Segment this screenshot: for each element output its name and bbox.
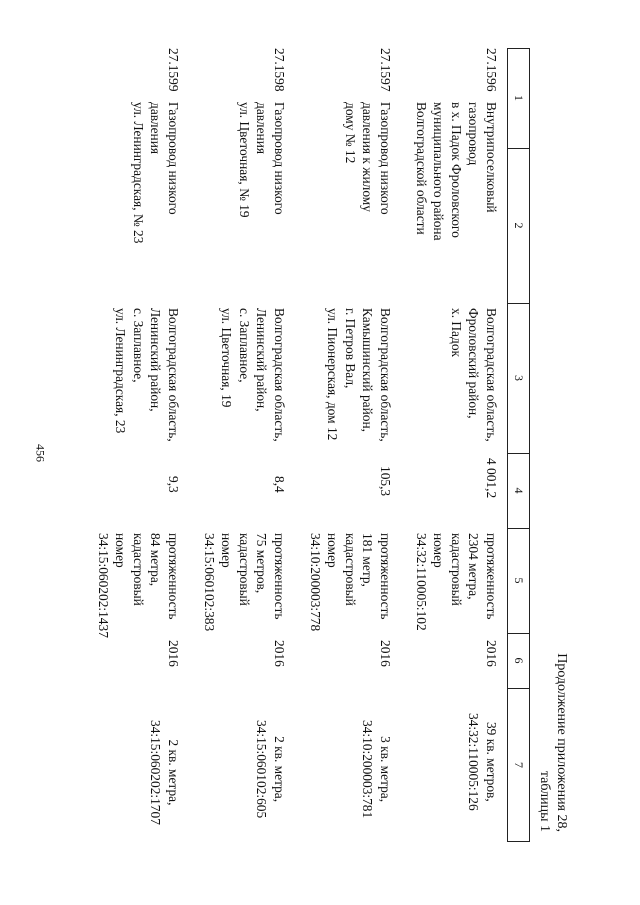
page-number: 456 — [33, 444, 48, 462]
object-value: 9,3 — [166, 476, 181, 493]
object-params: протяженность 84 метра, кадастровый номер 34:15:060202:1437 — [96, 533, 181, 638]
col-header-4: 4 — [512, 487, 526, 494]
land-plot: 2 кв. метра, 34:15:060102:605 — [254, 720, 287, 819]
data-table — [85, 48, 530, 842]
land-plot: 3 кв. метра, 34:10:200003:781 — [360, 720, 393, 819]
col-header-1: 1 — [512, 95, 526, 101]
object-year: 2016 — [166, 640, 181, 667]
row-number: 27.1597 — [378, 48, 393, 92]
object-params: протяженность 75 метров, кадастровый номер 34:15:060102:383 — [202, 533, 287, 632]
caption-line-2: таблицы 1 — [537, 770, 552, 832]
object-address: Волгоградская область, Фроловский район, х. Падок — [449, 308, 499, 442]
col-header-5: 5 — [512, 577, 526, 584]
object-year: 2016 — [378, 640, 393, 667]
row-number: 27.1598 — [272, 48, 287, 92]
row-number: 27.1599 — [166, 48, 181, 92]
object-name: Внутрипоселковый газопровод в х. Падок Фроловского муниципального района Волгоградской области — [414, 102, 499, 241]
col-header-2: 2 — [512, 222, 526, 229]
object-params: протяженность 181 метр, кадастровый номер 34:10:200003:778 — [308, 533, 393, 632]
table-caption — [536, 653, 570, 832]
land-plot: 39 кв. метров, 34:32:110005:126 — [466, 713, 499, 811]
object-name: Газопровод низкого давления к жилому дому № 12 — [343, 102, 393, 215]
object-value: 8,4 — [272, 476, 287, 493]
object-value: 4 001,2 — [484, 458, 499, 499]
object-name: Газопровод низкого давления ул. Ленинградская, № 23 — [131, 102, 181, 244]
object-address: Волгоградская область, Ленинский район, с. Заплавное, ул. Ленинградская, 23 — [113, 308, 181, 442]
object-year: 2016 — [484, 640, 499, 667]
row-number: 27.1596 — [484, 48, 499, 92]
land-plot: 2 кв. метра, 34:15:060202:1707 — [148, 720, 181, 825]
col-header-3: 3 — [512, 375, 526, 381]
col-header-7: 7 — [512, 762, 526, 768]
object-address: Волгоградская область, Ленинский район, с. Заплавное, ул. Цветочная, 19 — [219, 308, 287, 442]
object-value: 105,3 — [378, 466, 393, 497]
object-year: 2016 — [272, 640, 287, 667]
object-address: Волгоградская область, Камышинский район, г. Петров Вал, ул. Пионерская, дом 12 — [325, 308, 393, 442]
object-params: протяженность 2304 метра, кадастровый номер 34:32:110005:102 — [414, 533, 499, 631]
col-header-6: 6 — [512, 657, 526, 664]
rotated-page — [70, 42, 570, 862]
object-name: Газопровод низкого давления ул. Цветочная, № 19 — [237, 102, 287, 218]
caption-line-1: Продолжение приложения 28, — [554, 653, 569, 832]
